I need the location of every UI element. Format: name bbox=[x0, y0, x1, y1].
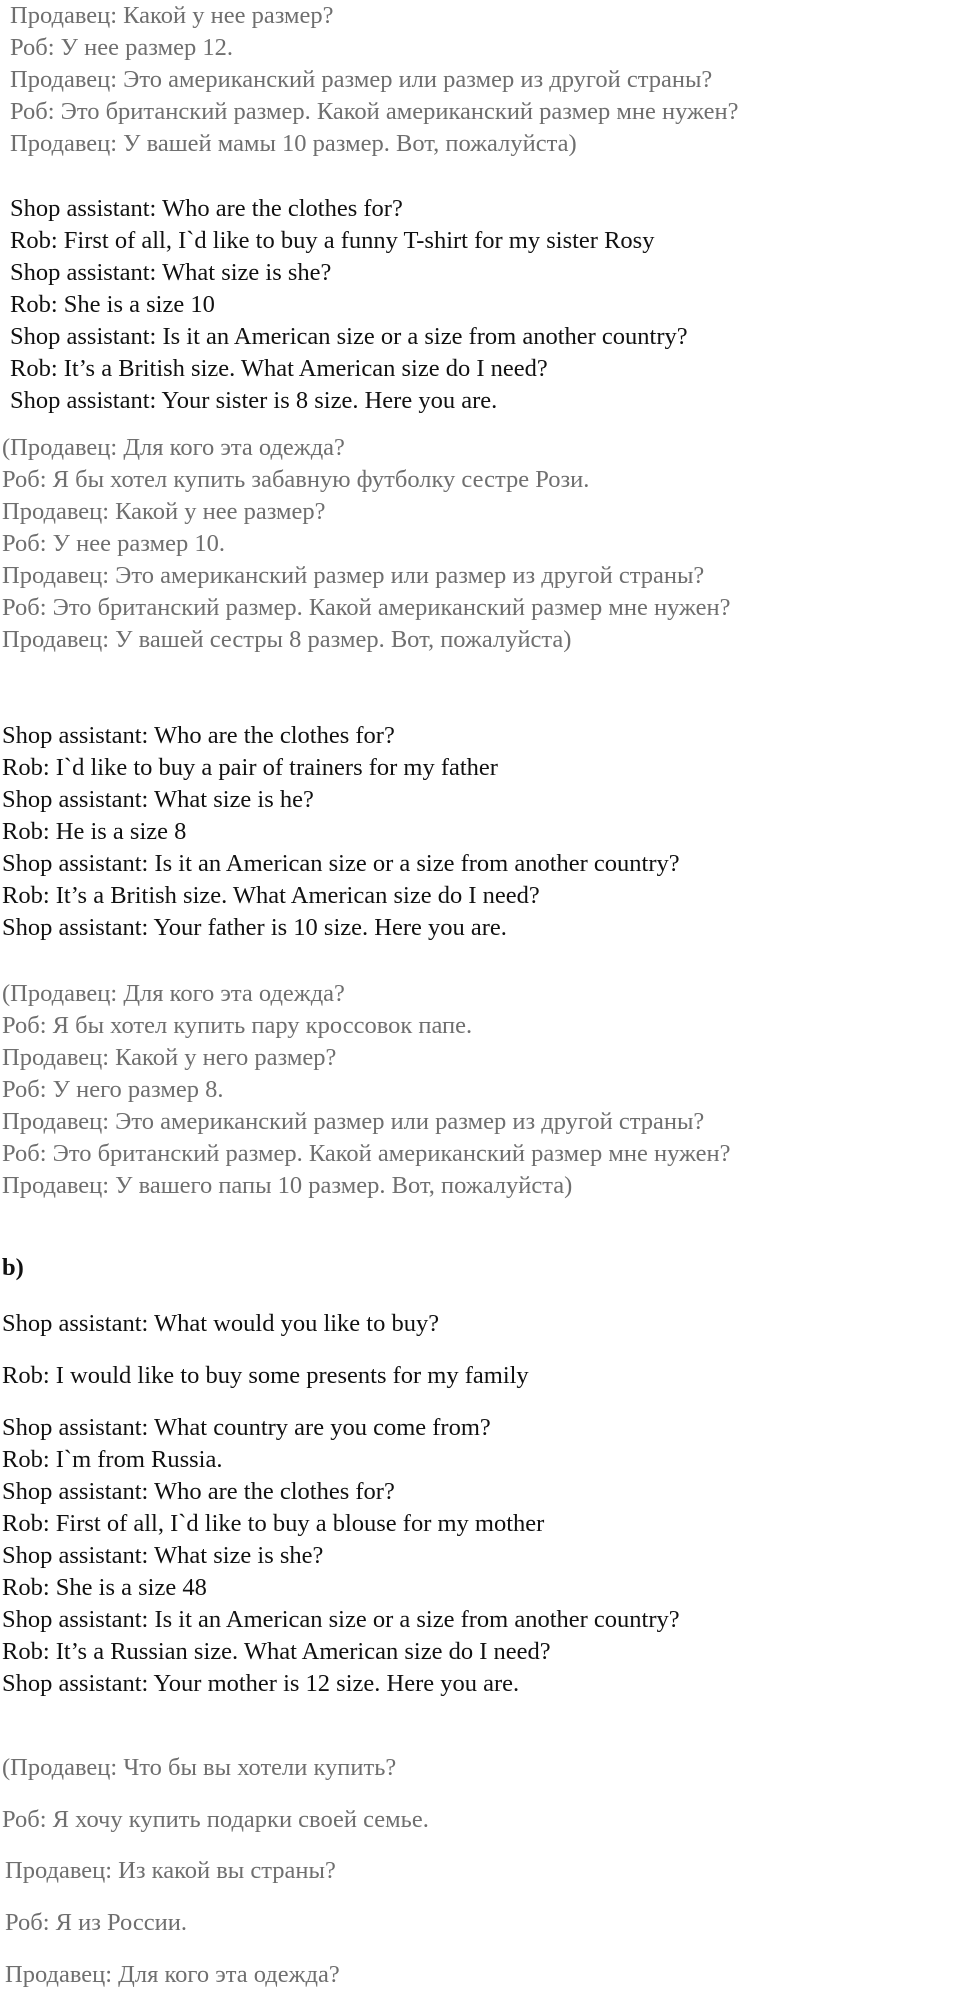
translation-line: Роб: Это британский размер. Какой американский размер мне нужен? bbox=[10, 98, 739, 125]
dialog-line: Shop assistant: Is it an American size or a size from another country? bbox=[2, 850, 680, 877]
translation-line: Продавец: У вашего папы 10 размер. Вот, пожалуйста) bbox=[2, 1172, 573, 1199]
dialog-line: Shop assistant: Your mother is 12 size. Here you are. bbox=[2, 1670, 520, 1697]
dialog-line: Shop assistant: Your sister is 8 size. Here you are. bbox=[10, 387, 498, 414]
dialog-line: Rob: It’s a Russian size. What American size do I need? bbox=[2, 1638, 551, 1665]
translation-line: Роб: Я хочу купить подарки своей семье. bbox=[2, 1806, 429, 1833]
dialog-line: Shop assistant: Who are the clothes for? bbox=[2, 1478, 395, 1505]
translation-line: Роб: Это британский размер. Какой американский размер мне нужен? bbox=[2, 1140, 731, 1167]
dialog-line: Rob: It’s a British size. What American size do I need? bbox=[10, 355, 548, 382]
translation-line: Продавец: Для кого эта одежда? bbox=[5, 1961, 340, 1988]
dialog-line: Rob: He is a size 8 bbox=[2, 818, 187, 845]
dialog-line: Shop assistant: Is it an American size or a size from another country? bbox=[2, 1606, 680, 1633]
translation-line: (Продавец: Для кого эта одежда? bbox=[2, 434, 345, 461]
dialog-line: Rob: First of all, I`d like to buy a funny T-shirt for my sister Rosy bbox=[10, 227, 655, 254]
dialog-line: Shop assistant: Is it an American size or a size from another country? bbox=[10, 323, 688, 350]
translation-line: (Продавец: Для кого эта одежда? bbox=[2, 980, 345, 1007]
dialog-line: Rob: I would like to buy some presents for my family bbox=[2, 1362, 529, 1389]
translation-line: Продавец: Из какой вы страны? bbox=[5, 1857, 336, 1884]
translation-line: Роб: Я бы хотел купить забавную футболку сестре Рози. bbox=[2, 466, 590, 493]
dialog-line: Rob: She is a size 48 bbox=[2, 1574, 207, 1601]
translation-line: Продавец: Какой у нее размер? bbox=[10, 2, 334, 29]
translation-line: Продавец: Какой у нее размер? bbox=[2, 498, 326, 525]
dialog-line: Rob: It’s a British size. What American size do I need? bbox=[2, 882, 540, 909]
dialog-line: Shop assistant: What country are you come from? bbox=[2, 1414, 491, 1441]
translation-line: Продавец: У вашей мамы 10 размер. Вот, пожалуйста) bbox=[10, 130, 577, 157]
dialog-line: Shop assistant: Who are the clothes for? bbox=[2, 722, 395, 749]
translation-line: (Продавец: Что бы вы хотели купить? bbox=[2, 1754, 397, 1781]
dialog-line: Rob: I`m from Russia. bbox=[2, 1446, 223, 1473]
translation-line: Роб: У него размер 8. bbox=[2, 1076, 224, 1103]
translation-line: Продавец: Это американский размер или размер из другой страны? bbox=[2, 562, 705, 589]
translation-line: Продавец: Это американский размер или размер из другой страны? bbox=[2, 1108, 705, 1135]
translation-line: Роб: Я бы хотел купить пару кроссовок папе. bbox=[2, 1012, 473, 1039]
dialog-line: Shop assistant: What would you like to buy? bbox=[2, 1310, 440, 1337]
translation-line: Роб: Это британский размер. Какой американский размер мне нужен? bbox=[2, 594, 731, 621]
dialog-line: Rob: She is a size 10 bbox=[10, 291, 215, 318]
dialog-line: Shop assistant: What size is she? bbox=[2, 1542, 324, 1569]
translation-line: Продавец: У вашей сестры 8 размер. Вот, пожалуйста) bbox=[2, 626, 572, 653]
dialog-line: Shop assistant: Who are the clothes for? bbox=[10, 195, 403, 222]
translation-line: Роб: Я из России. bbox=[5, 1909, 188, 1936]
dialog-line: Shop assistant: What size is she? bbox=[10, 259, 332, 286]
translation-line: Роб: У нее размер 12. bbox=[10, 34, 233, 61]
dialog-line: Shop assistant: What size is he? bbox=[2, 786, 314, 813]
dialog-line: Rob: First of all, I`d like to buy a blouse for my mother bbox=[2, 1510, 545, 1537]
translation-line: Роб: У нее размер 10. bbox=[2, 530, 225, 557]
section-heading: b) bbox=[2, 1254, 24, 1281]
translation-line: Продавец: Какой у него размер? bbox=[2, 1044, 337, 1071]
dialog-line: Shop assistant: Your father is 10 size. Here you are. bbox=[2, 914, 507, 941]
translation-line: Продавец: Это американский размер или размер из другой страны? bbox=[10, 66, 713, 93]
dialog-line: Rob: I`d like to buy a pair of trainers for my father bbox=[2, 754, 498, 781]
